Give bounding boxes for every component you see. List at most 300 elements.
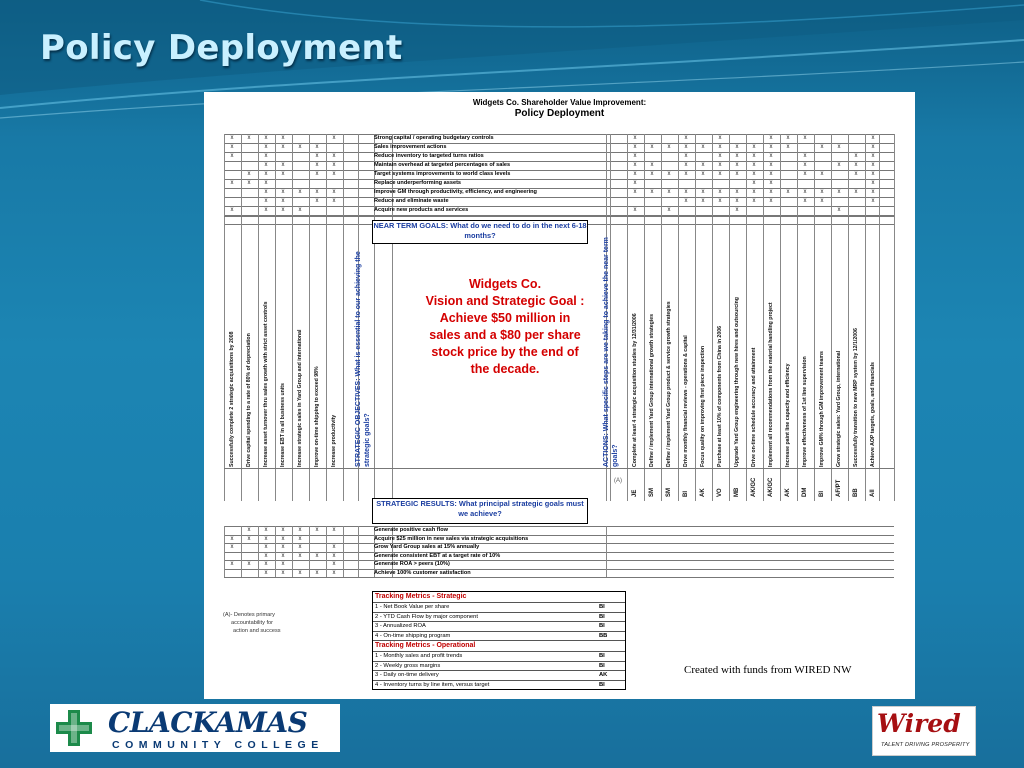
x-mark: x (735, 153, 739, 159)
vision-line: Achieve $50 million in (439, 311, 571, 325)
x-mark: x (803, 162, 807, 168)
x-mark: x (281, 527, 285, 533)
vision-line: the decade. (470, 362, 540, 376)
grid-line (224, 216, 225, 501)
x-mark: x (332, 198, 336, 204)
grid-line (374, 216, 375, 501)
grid-line (729, 216, 730, 501)
grid-line (224, 134, 894, 135)
action-vertical-label: Improve GM% through GM improvement teams (819, 351, 825, 467)
x-mark: x (332, 544, 336, 550)
strategic-results-label: STRATEGIC RESULTS: What principal strategic goals must we achieve? (376, 499, 584, 518)
x-mark: x (633, 180, 637, 186)
grid-line (224, 179, 894, 180)
metric-row (373, 602, 625, 612)
grid-line (865, 216, 866, 501)
owner-initials: SM (666, 488, 672, 497)
goal-vertical-label: Increase EBT in all business units (280, 383, 286, 467)
x-mark: x (264, 135, 268, 141)
action-vertical-label: Upgrade Yard Group engineering through new hires and outsourcing (734, 297, 740, 467)
grid-line (224, 569, 894, 570)
x-mark: x (769, 198, 773, 204)
action-vertical-label: Define / implement Yard Group product & service growth strategies (666, 301, 672, 467)
near-term-goals-box (372, 220, 588, 244)
x-mark: x (871, 153, 875, 159)
grid-line (275, 216, 276, 501)
document-heading: Widgets Co. Shareholder Value Improvement: (472, 98, 647, 107)
x-mark: x (667, 171, 671, 177)
x-mark: x (281, 569, 285, 576)
x-mark: x (247, 527, 251, 533)
x-mark: x (684, 162, 688, 168)
x-mark: x (718, 189, 722, 195)
x-mark: x (281, 144, 285, 150)
tracking-operational-title: Tracking Metrics - Operational (373, 640, 625, 651)
grid-line (343, 216, 344, 501)
grid-line (309, 134, 310, 224)
x-mark: x (667, 189, 671, 195)
x-mark: x (264, 552, 268, 559)
objective-row-label: Reduce and eliminate waste (374, 198, 449, 204)
metric-owner: AK (599, 672, 608, 678)
owner-initials: BI (819, 491, 825, 497)
metric-owner: BI (599, 662, 605, 669)
x-mark: x (684, 144, 688, 150)
clackamas-cross-icon (54, 708, 94, 748)
grid-line (224, 552, 894, 553)
x-mark: x (230, 207, 234, 213)
x-mark: x (230, 135, 234, 141)
x-mark: x (769, 162, 773, 168)
x-mark: x (769, 144, 773, 150)
x-mark: x (264, 198, 268, 204)
owner-initials: AF/PT (836, 479, 842, 497)
x-mark: x (264, 171, 268, 177)
x-mark: x (786, 144, 790, 150)
actions-label: ACTIONS: What specific steps are we taking to achieve the near term goals? (603, 237, 619, 467)
grid-line (343, 134, 344, 224)
owner-initials: AK (785, 488, 791, 497)
metric-label: 1 - Net Book Value per share (375, 604, 450, 610)
goal-vertical-label: Drive capital spending to a rate of 80% of depreciation (246, 333, 252, 467)
x-mark: x (332, 552, 336, 559)
grid-line (606, 134, 607, 224)
x-mark: x (684, 198, 688, 204)
x-mark: x (230, 561, 234, 567)
grid-line (797, 134, 798, 224)
x-mark: x (264, 144, 268, 150)
owner-initials: DM (802, 487, 808, 497)
x-mark: x (315, 569, 319, 576)
x-mark: x (298, 544, 302, 550)
x-mark: x (281, 552, 285, 559)
x-mark: x (281, 535, 285, 542)
x-mark: x (315, 189, 319, 195)
metric-label: 4 - On-time shipping program (375, 632, 451, 639)
x-mark: x (264, 535, 268, 542)
x-mark: x (854, 171, 858, 177)
grid-line (695, 216, 696, 501)
metric-row (373, 631, 625, 641)
x-mark: x (332, 135, 336, 141)
vision-statement (392, 276, 618, 378)
clackamas-wordmark: CLACKAMAS (108, 706, 308, 739)
x-mark: x (281, 189, 285, 195)
x-mark: x (718, 162, 722, 168)
x-mark: x (752, 162, 756, 168)
x-mark: x (332, 153, 336, 159)
x-mark: x (752, 153, 756, 159)
x-mark: x (281, 171, 285, 177)
owner-initials: VO (717, 488, 723, 497)
x-mark: x (230, 180, 234, 186)
grid-line (292, 216, 293, 501)
grid-line (224, 152, 894, 153)
strategic-result-row: Generate consistent EBT at a target rate of 10% (374, 552, 501, 559)
grid-line (292, 134, 293, 224)
x-mark: x (315, 162, 319, 168)
x-mark: x (315, 153, 319, 159)
x-mark: x (854, 162, 858, 168)
x-mark: x (633, 135, 637, 141)
x-mark: x (735, 198, 739, 204)
x-mark: x (264, 527, 268, 533)
x-mark: x (667, 207, 671, 213)
grid-line (848, 134, 849, 224)
x-mark: x (247, 535, 251, 542)
grid-line (712, 134, 713, 224)
strategic-results-box (372, 498, 588, 524)
grid-line (224, 526, 225, 577)
grid-line (224, 468, 894, 469)
wired-tagline: TALENT DRIVING PROSPERITY (881, 742, 970, 748)
x-mark: x (281, 207, 285, 213)
grid-line (848, 216, 849, 501)
strategic-result-row: Achieve 100% customer satisfaction (374, 569, 471, 576)
x-mark: x (803, 153, 807, 159)
metric-owner: BI (599, 653, 605, 659)
grid-line (610, 134, 611, 224)
x-mark: x (264, 189, 268, 195)
vision-line: stock price by the end of (431, 345, 579, 359)
x-mark: x (298, 569, 302, 576)
objective-row-label: Target systems improvements to world class levels (374, 171, 511, 177)
grid-line (224, 170, 894, 171)
grid-line (763, 134, 764, 224)
x-mark: x (871, 198, 875, 204)
x-mark: x (281, 561, 285, 567)
x-mark: x (650, 171, 654, 177)
grid-line (275, 526, 276, 577)
x-mark: x (281, 544, 285, 550)
x-mark: x (752, 180, 756, 186)
x-mark: x (769, 180, 773, 186)
slide-title: Policy Deployment (40, 28, 403, 68)
grid-line (358, 526, 359, 577)
x-mark: x (298, 527, 302, 533)
grid-line (797, 216, 798, 501)
grid-line (865, 134, 866, 224)
grid-line (241, 526, 242, 577)
x-mark: x (230, 144, 234, 150)
x-mark: x (803, 198, 807, 204)
grid-line (763, 216, 764, 501)
x-mark: x (633, 153, 637, 159)
grid-line (695, 134, 696, 224)
grid-line (661, 216, 662, 501)
x-mark: x (786, 189, 790, 195)
x-mark: x (667, 144, 671, 150)
x-mark: x (247, 180, 251, 186)
grid-line (746, 216, 747, 501)
grid-line (894, 216, 895, 501)
x-mark: x (684, 153, 688, 159)
metric-row (373, 612, 625, 622)
grid-line (831, 216, 832, 501)
x-mark: x (264, 153, 268, 159)
grid-line (879, 134, 880, 224)
goal-vertical-label: Increase asset turnover thru sales growth with strict asset controls (263, 301, 269, 467)
action-vertical-label: Increase paint line capacity and efficiency (785, 363, 791, 467)
vision-line: Vision and Strategic Goal : (425, 294, 585, 308)
x-mark: x (315, 144, 319, 150)
x-mark: x (315, 171, 319, 177)
strategic-objectives-label: STRATEGIC OBJECTIVES: What is essential to our achieving the strategic goals? (355, 251, 371, 467)
grid-line (224, 216, 894, 217)
x-mark: x (871, 135, 875, 141)
grid-line (224, 143, 894, 144)
x-mark: x (230, 544, 234, 550)
metric-owner: BI (599, 613, 605, 620)
x-mark: x (684, 189, 688, 195)
grid-line (224, 535, 894, 536)
strategic-result-row: Acquire $25 million in new sales via strategic acquisitions (374, 535, 529, 542)
x-mark: x (769, 135, 773, 141)
grid-line (606, 526, 607, 577)
x-mark: x (230, 535, 234, 542)
tracking-strategic-title: Tracking Metrics - Strategic (375, 593, 467, 600)
x-mark: x (820, 171, 824, 177)
x-mark: x (837, 162, 841, 168)
x-mark: x (332, 569, 336, 576)
grid-line (309, 216, 310, 501)
grid-line (258, 526, 259, 577)
x-mark: x (701, 144, 705, 150)
x-mark: x (735, 189, 739, 195)
x-mark: x (332, 162, 336, 168)
grid-line (831, 134, 832, 224)
x-mark: x (871, 144, 875, 150)
x-mark: x (315, 527, 319, 533)
x-mark: x (298, 207, 302, 213)
grid-line (224, 197, 894, 198)
goals-actions-matrix (224, 216, 894, 501)
x-mark: x (854, 189, 858, 195)
x-mark: x (786, 135, 790, 141)
owner-initials: JE (632, 489, 638, 497)
owner-initials: BB (853, 488, 859, 497)
x-mark: x (752, 171, 756, 177)
grid-line (644, 216, 645, 501)
grid-line (258, 134, 259, 224)
grid-line (661, 134, 662, 224)
strategic-results-list (224, 526, 894, 582)
objective-row-label: Strong capital / operating budgetary controls (374, 135, 494, 141)
x-mark: x (820, 198, 824, 204)
wired-logo (872, 706, 976, 756)
grid-line (392, 216, 393, 501)
owner-initials: AK/GC (768, 477, 774, 497)
x-mark: x (264, 569, 268, 576)
action-vertical-label: Focus quality on improving first piece inspection (700, 345, 706, 467)
grid-line (258, 216, 259, 501)
note-line: accountability for (231, 620, 273, 626)
action-vertical-label: Achieve AOP targets, goals, and financials (870, 362, 876, 467)
x-mark: x (315, 552, 319, 559)
x-mark: x (315, 198, 319, 204)
x-mark: x (820, 144, 824, 150)
x-mark: x (718, 135, 722, 141)
vision-line: sales and a $80 per share (429, 328, 581, 342)
objective-row-label: Improve GM through productivity, efficiency, and engineering (374, 189, 537, 195)
action-vertical-label: Purchase at least 10% of components from China in 2006 (717, 326, 723, 467)
x-mark: x (247, 561, 251, 567)
metric-label: 1 - Monthly sales and profit trends (375, 653, 463, 659)
x-mark: x (769, 171, 773, 177)
metric-owner: BI (599, 623, 605, 629)
x-mark: x (871, 189, 875, 195)
x-mark: x (837, 144, 841, 150)
x-mark: x (230, 153, 234, 159)
x-mark: x (718, 198, 722, 204)
grid-line (780, 134, 781, 224)
x-mark: x (281, 162, 285, 168)
action-vertical-label: Define / implement Yard Group international growth strategies (649, 314, 655, 467)
note-line: (A)- Denotes primary (223, 612, 275, 618)
x-mark: x (264, 180, 268, 186)
grid-line (678, 134, 679, 224)
owner-header: (A) (614, 478, 622, 484)
x-mark: x (769, 189, 773, 195)
x-mark: x (718, 144, 722, 150)
x-mark: x (718, 153, 722, 159)
x-mark: x (769, 153, 773, 159)
x-mark: x (735, 171, 739, 177)
owner-initials: All (870, 489, 876, 497)
grid-line (814, 134, 815, 224)
grid-line (712, 216, 713, 501)
x-mark: x (854, 153, 858, 159)
grid-line (326, 526, 327, 577)
x-mark: x (701, 189, 705, 195)
action-vertical-label: Successfully transition to new MRP system by 12/1/2006 (853, 328, 859, 467)
x-mark: x (650, 162, 654, 168)
grid-line (241, 134, 242, 224)
action-vertical-label: Improve effectiveness of 1st line supervision (802, 356, 808, 467)
grid-line (644, 134, 645, 224)
x-mark: x (264, 162, 268, 168)
goal-vertical-label: Successfully complete 2 strategic acquisitions by 2008 (229, 331, 235, 467)
accountability-note (223, 611, 281, 635)
action-vertical-label: Drive on-time schedule accuracy and attainment (751, 347, 757, 467)
x-mark: x (684, 171, 688, 177)
x-mark: x (633, 144, 637, 150)
grid-line (224, 560, 894, 561)
grid-line (224, 577, 894, 578)
objective-row-label: Replace underperforming assets (374, 180, 462, 186)
document-subheading: Policy Deployment (514, 108, 605, 119)
owner-initials: SM (649, 488, 655, 497)
x-mark: x (298, 552, 302, 559)
x-mark: x (332, 189, 336, 195)
metric-label: 2 - Weekly gross margins (375, 662, 441, 669)
x-mark: x (735, 207, 739, 213)
objective-row-label: Maintain overhead at targeted percentages of sales (374, 162, 511, 168)
x-mark: x (871, 171, 875, 177)
x-mark: x (752, 189, 756, 195)
x-mark: x (332, 527, 336, 533)
x-mark: x (264, 544, 268, 550)
action-vertical-label: Grow strategic sales: Yard Group, international (836, 350, 842, 467)
objective-row-label: Reduce inventory to targeted turns ratios (374, 153, 484, 159)
owner-initials: BI (683, 491, 689, 497)
x-mark: x (752, 144, 756, 150)
x-mark: x (264, 561, 268, 567)
grid-line (224, 526, 894, 527)
grid-line (224, 161, 894, 162)
owner-initials: AK/GC (751, 477, 757, 497)
x-mark: x (264, 207, 268, 213)
metric-row (373, 651, 625, 661)
x-mark: x (633, 171, 637, 177)
x-mark: x (298, 144, 302, 150)
grid-line (879, 216, 880, 501)
x-mark: x (837, 207, 841, 213)
grid-line (224, 134, 225, 224)
grid-line (224, 206, 894, 207)
strategic-result-row: Grow Yard Group sales at 15% annually (374, 544, 480, 550)
clackamas-logo (50, 704, 340, 752)
x-mark: x (298, 535, 302, 542)
tracking-metrics-panel (372, 591, 626, 690)
x-mark: x (752, 198, 756, 204)
metric-row (373, 680, 625, 690)
x-mark: x (701, 198, 705, 204)
goal-vertical-label: Improve on-time shipping to exceed 98% (314, 366, 320, 467)
metric-label: 3 - Daily on-time delivery (375, 672, 439, 678)
x-mark: x (247, 135, 251, 141)
metric-label: 3 - Annualized ROA (375, 623, 426, 629)
grid-line (343, 526, 344, 577)
x-mark: x (332, 171, 336, 177)
grid-line (627, 134, 628, 224)
metric-label: 2 - YTD Cash Flow by major component (375, 613, 478, 620)
objective-row-label: Sales improvement actions (374, 144, 447, 150)
grid-line (746, 134, 747, 224)
x-mark: x (701, 162, 705, 168)
grid-line (292, 526, 293, 577)
x-mark: x (701, 171, 705, 177)
goal-vertical-label: Increase strategic sales in Yard Group and international (297, 329, 303, 467)
grid-line (275, 134, 276, 224)
metric-label: 4 - Inventory turns by line item, versus target (375, 681, 490, 688)
grid-line (326, 216, 327, 501)
x-mark: x (684, 135, 688, 141)
x-mark: x (735, 162, 739, 168)
x-mark: x (735, 144, 739, 150)
action-vertical-label: Implement all recommendations from the material handling project (768, 302, 774, 467)
x-mark: x (247, 171, 251, 177)
